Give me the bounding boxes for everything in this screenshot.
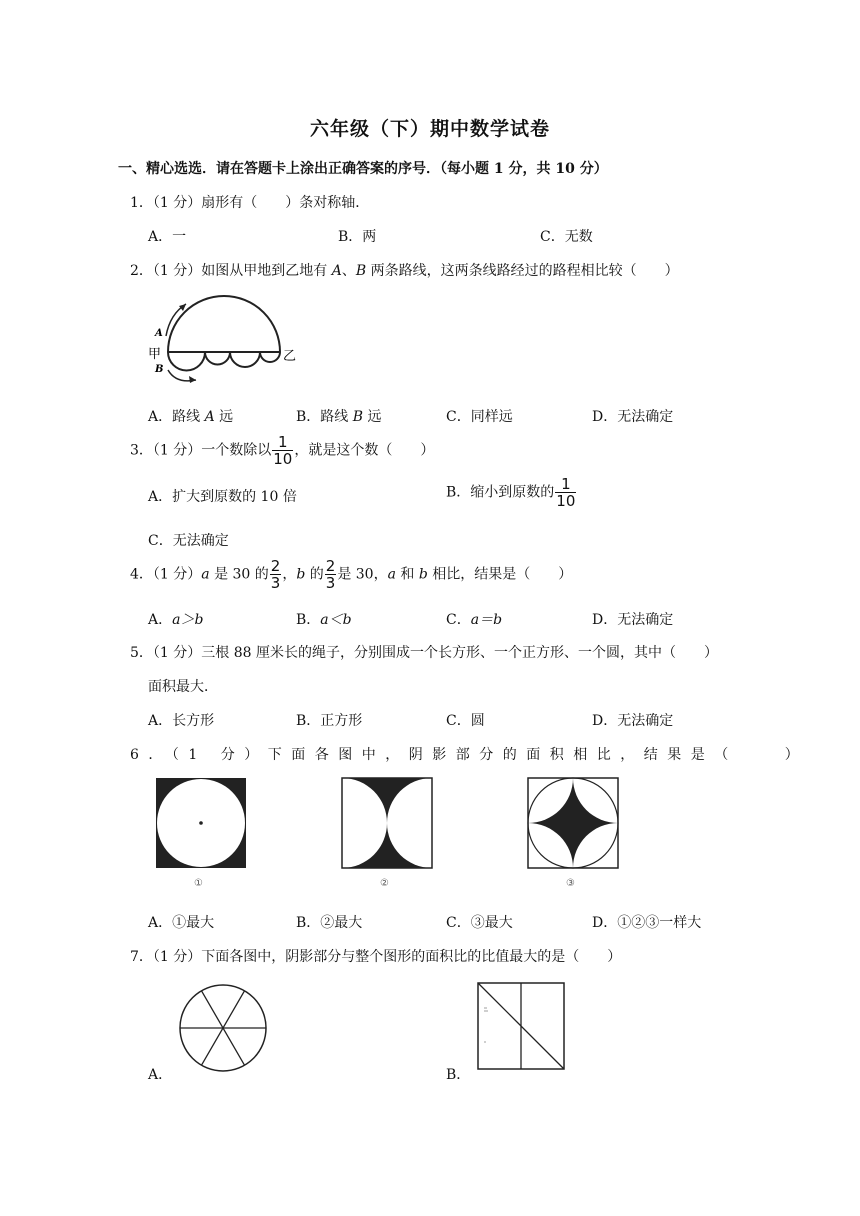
q4-fraction-2 (325, 558, 337, 591)
q2-opt-b-var: B (352, 409, 364, 425)
q2-var-a: A (331, 263, 342, 279)
q2-sep: 、 (341, 263, 356, 279)
question-2 (130, 260, 679, 280)
q2-label-route-a: A (155, 328, 163, 339)
q2-prefix: 2．（1 分）如图从甲地到乙地有 (130, 263, 332, 279)
q6-option-d: D．①②③一样大 (592, 915, 702, 931)
question-5-line-2: 面积最大． (148, 679, 218, 695)
q3-suffix: ，就是这个数（ ） (294, 442, 435, 459)
q2-opt-b-pre: B．路线 (296, 409, 353, 425)
q6-figure-1-label: ① (194, 878, 203, 889)
question-6: 6．（1 分）下面各图中，阴影部分的面积相比，结果是（ ） (130, 747, 809, 763)
q4-num1: 2 (270, 557, 281, 575)
q2-option-b (296, 406, 382, 426)
question-4 (130, 558, 572, 591)
q4-p2: 是 30 的 (209, 566, 269, 583)
q7-figure-a (176, 984, 270, 1074)
q6-figure-3-label: ③ (566, 878, 575, 889)
q4-opt-a-pre: A． (148, 612, 173, 628)
q6-figure-3 (526, 776, 622, 892)
q5-option-c: C．圆 (446, 713, 485, 729)
q7-option-b-label: B． (446, 1067, 471, 1083)
question-7: 7．（1 分）下面各图中，阴影部分与整个图形的面积比的比值最大的是（ ） (130, 949, 622, 965)
q4-var-a: a (201, 566, 210, 583)
q4-var-a2: a (387, 566, 396, 583)
q2-option-c: C．同样远 (446, 409, 513, 425)
q6-figure-2-label: ② (380, 878, 389, 889)
q3-opt-b-den: 10 (556, 492, 576, 510)
q2-var-b: B (355, 263, 367, 279)
q4-option-b (296, 609, 352, 629)
q4-p7: 相比，结果是（ ） (427, 566, 573, 583)
q6-option-b: B．②最大 (296, 915, 363, 931)
q3-frac-den: 10 (273, 450, 293, 468)
q2-label-end: 乙 (283, 349, 297, 364)
q2-option-a (148, 406, 233, 426)
q3-fraction (272, 434, 293, 467)
q2-suffix: 两条路线，这两条线路经过的路程相比较（ ） (366, 263, 679, 279)
q1-option-c: C．无数 (540, 229, 593, 245)
q5-option-d: D．无法确定 (592, 713, 674, 729)
q4-opt-b-expr: a＜b (320, 612, 352, 628)
page-title: 六年级（下）期中数学试卷 (309, 118, 550, 140)
question-1: 1．（1 分）扇形有（ ）条对称轴． (130, 195, 370, 211)
q4-den2: 3 (325, 574, 336, 592)
q3-opt-b-num: 1 (555, 476, 576, 493)
q4-p6: 和 (395, 566, 419, 583)
q3-option-c: C．无法确定 (148, 533, 229, 549)
q2-opt-a-var: A (204, 409, 215, 425)
q2-label-route-b: B (155, 364, 164, 375)
q4-opt-c-expr: a＝b (470, 612, 503, 628)
question-3 (130, 434, 434, 467)
q4-num2: 2 (325, 557, 336, 575)
q4-den1: 3 (270, 574, 281, 592)
q2-option-d: D．无法确定 (592, 409, 674, 425)
q4-opt-a-expr: a＞b (172, 612, 204, 628)
q3-opt-b-fraction (555, 476, 576, 509)
q2-opt-b-post: 远 (363, 409, 382, 425)
q3-opt-b-pre: B．缩小到原数的 (446, 484, 555, 501)
q6-option-c: C．③最大 (446, 915, 513, 931)
q4-fraction-1 (270, 558, 282, 591)
q4-p1: 4．（1 分） (130, 566, 202, 583)
q1-option-a: A．一 (148, 229, 187, 245)
q4-option-d: D．无法确定 (592, 612, 674, 628)
q5-option-b: B．正方形 (296, 713, 363, 729)
q4-var-b2: b (418, 566, 428, 583)
question-5-line-1: 5．（1 分）三根 88 厘米长的绳子，分别围成一个长方形、一个正方形、一个圆，其中（ ） (130, 645, 718, 661)
q2-route-figure (140, 292, 320, 390)
q3-option-a: A．扩大到原数的 10 倍 (148, 489, 297, 505)
q4-p3: ， (282, 566, 297, 583)
q5-option-a: A．长方形 (148, 713, 215, 729)
q2-opt-a-pre: A．路线 (148, 409, 205, 425)
q7-figure-b (474, 980, 570, 1074)
q4-opt-b-pre: B． (296, 612, 321, 628)
q1-option-b: B．两 (338, 229, 377, 245)
q4-var-b: b (296, 566, 306, 583)
section-heading: 一、精心选选．请在答题卡上涂出正确答案的序号．（每小题 1 分，共 10 分） (118, 161, 608, 177)
q4-opt-c-pre: C． (446, 612, 471, 628)
q6-figure-1 (154, 776, 250, 892)
q4-p4: 的 (305, 566, 324, 583)
q6-figure-2 (340, 776, 436, 892)
q3-prefix: 3．（1 分）一个数除以 (130, 442, 272, 459)
q3-option-b (446, 476, 577, 509)
q2-opt-a-post: 远 (214, 409, 234, 425)
q4-option-c (446, 609, 502, 629)
q4-p5: 是 30， (337, 566, 388, 583)
q4-option-a (148, 609, 203, 629)
q3-frac-num: 1 (272, 434, 293, 451)
q2-label-start: 甲 (148, 347, 162, 362)
q7-option-a-label: A． (148, 1067, 173, 1083)
q6-option-a: A．①最大 (148, 915, 215, 931)
